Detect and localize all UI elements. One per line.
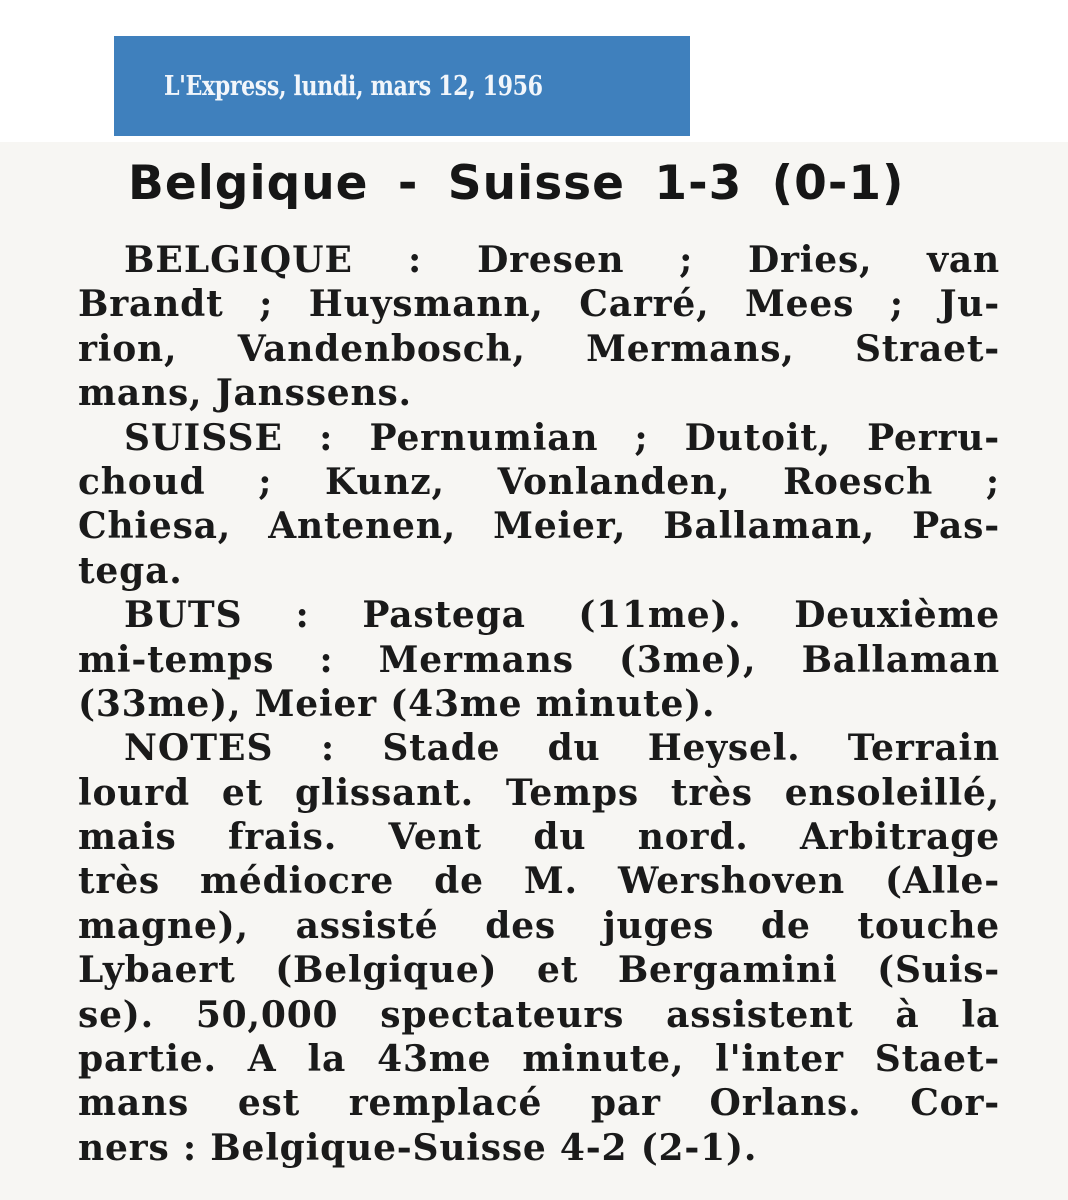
article-line: lourd et glissant. Temps très ensoleillé, [78, 771, 1000, 814]
source-banner [114, 36, 690, 136]
article-line: se). 50,000 spectateurs assistent à la [78, 993, 1000, 1036]
article-line [78, 416, 1000, 460]
article-line: Chiesa, Antenen, Meier, Ballaman, Pas- [78, 505, 1000, 548]
article-line-text: Stade du Heysel. Terrain [382, 727, 1000, 770]
article-line: rion, Vandenbosch, Mermans, Straet- [78, 327, 1000, 370]
article-line [78, 593, 1000, 637]
article-body [78, 238, 1000, 1170]
article-line-text: Dresen ; Dries, van [477, 239, 1000, 281]
article-line [78, 726, 1000, 770]
source-banner-text: L'Express, lundi, mars 12, 1956 [164, 70, 543, 102]
team-suisse-label: SUISSE : [124, 416, 334, 459]
article-line: mi-temps : Mermans (3me), Ballaman [78, 638, 1000, 681]
article-line-text: Pernumian ; Dutoit, Perru- [369, 416, 1000, 459]
article-line: choud ; Kunz, Vonlanden, Roesch ; [78, 460, 1000, 503]
article-line: mais frais. Vent du nord. Arbitrage [78, 816, 1000, 859]
team-belgique-label: BELGIQUE : [124, 239, 423, 281]
article-line: mans, Janssens. [78, 372, 412, 415]
article-line: (33me), Meier (43me minute). [78, 682, 716, 725]
article-line: mans est remplacé par Orlans. Cor- [78, 1082, 1000, 1125]
article-headline: Belgique - Suisse 1-3 (0-1) [128, 156, 905, 211]
article-line-text: Pastega (11me). Deuxième [362, 594, 1000, 637]
notes-label: NOTES : [124, 727, 336, 770]
article-line: très médiocre de M. Wershoven (Alle- [78, 860, 1000, 903]
article-line: magne), assisté des juges de touche [78, 904, 1000, 947]
article-line: partie. A la 43me minute, l'inter Staet- [78, 1038, 1000, 1081]
article-line: tega. [78, 549, 183, 592]
goals-label: BUTS : [124, 594, 310, 637]
article-line: ners : Belgique-Suisse 4-2 (2-1). [78, 1126, 758, 1169]
article-line: Brandt ; Huysmann, Carré, Mees ; Ju- [78, 283, 1000, 326]
article-line: Lybaert (Belgique) et Bergamini (Suis- [78, 949, 1000, 992]
article-line [78, 238, 1000, 282]
